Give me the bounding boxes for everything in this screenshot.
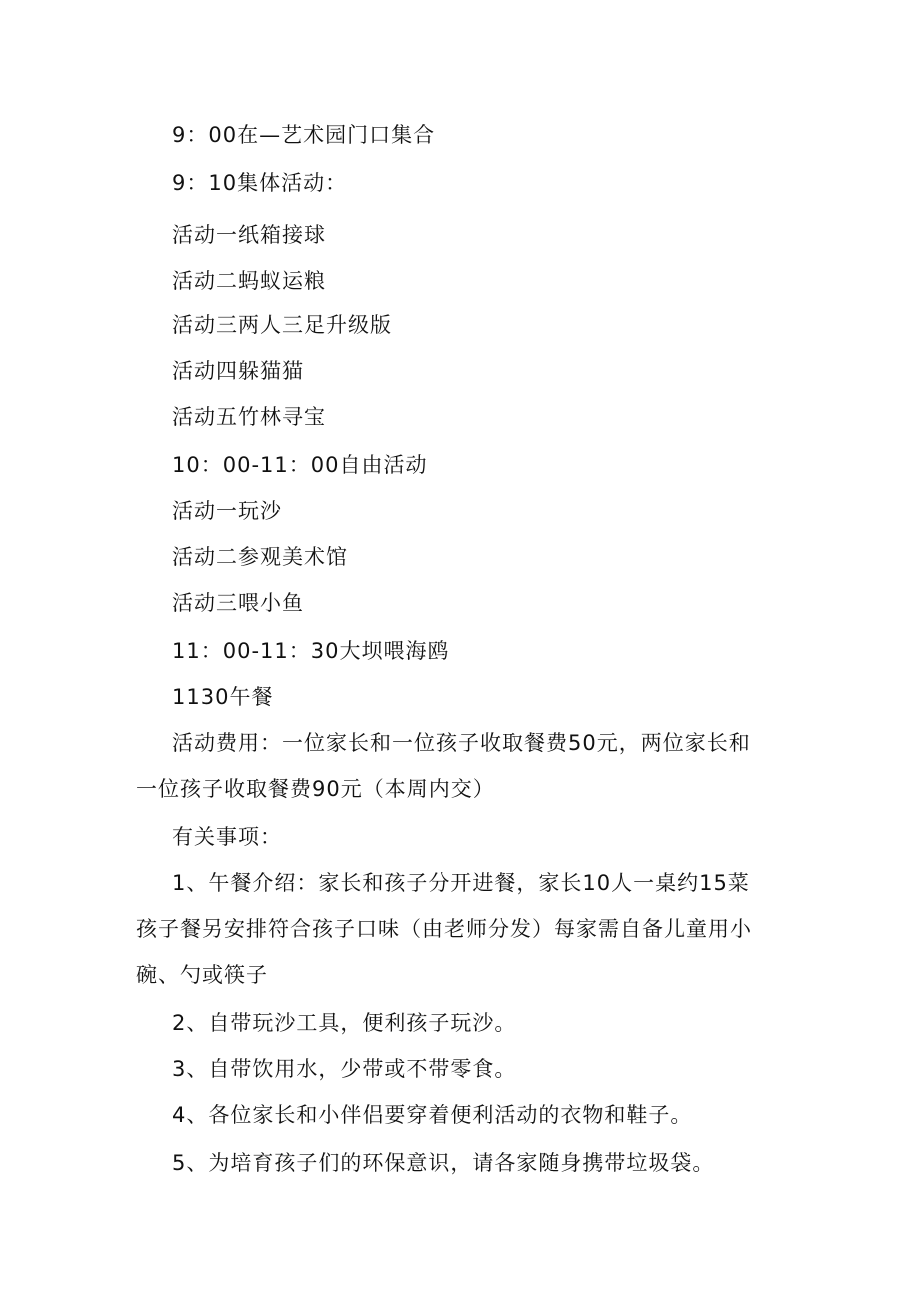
note-1-line-3: 碗、勺或筷子 [136, 963, 268, 987]
note-1-line-1: 1、午餐介绍：家长和孩子分开进餐，家长10人一桌约15菜 [172, 871, 750, 895]
activity-line: 活动一玩沙 [172, 499, 282, 523]
schedule-assembly: 9：00在—艺术园门口集合 [172, 123, 436, 147]
fee-paragraph-line-1: 活动费用：一位家长和一位孩子收取餐费50元，两位家长和 [172, 731, 751, 755]
schedule-group-activities: 9：10集体活动： [172, 171, 348, 195]
schedule-lunch: 1130午餐 [172, 685, 274, 709]
note-1-line-2: 孩子餐另安排符合孩子口味（由老师分发）每家需自备儿童用小 [136, 917, 752, 941]
activity-line: 活动五竹林寻宝 [172, 405, 326, 429]
note-5: 5、为培育孩子们的环保意识，请各家随身携带垃圾袋。 [172, 1151, 715, 1175]
notes-heading: 有关事项： [172, 825, 282, 849]
activity-line: 活动四躲猫猫 [172, 359, 304, 383]
activity-line: 活动三两人三足升级版 [172, 313, 392, 337]
schedule-feed-seagulls: 11：00-11：30大坝喂海鸥 [172, 639, 450, 663]
activity-line: 活动二蚂蚁运粮 [172, 269, 326, 293]
note-3: 3、自带饮用水，少带或不带零食。 [172, 1057, 517, 1081]
schedule-free-activities: 10：00-11：00自由活动 [172, 453, 428, 477]
activity-line: 活动一纸箱接球 [172, 223, 326, 247]
note-4: 4、各位家长和小伴侣要穿着便利活动的衣物和鞋子。 [172, 1103, 693, 1127]
note-2: 2、自带玩沙工具，便利孩子玩沙。 [172, 1011, 517, 1035]
activity-line: 活动三喂小鱼 [172, 591, 304, 615]
fee-paragraph-line-2: 一位孩子收取餐费90元（本周内交） [136, 777, 495, 801]
activity-line: 活动二参观美术馆 [172, 545, 348, 569]
